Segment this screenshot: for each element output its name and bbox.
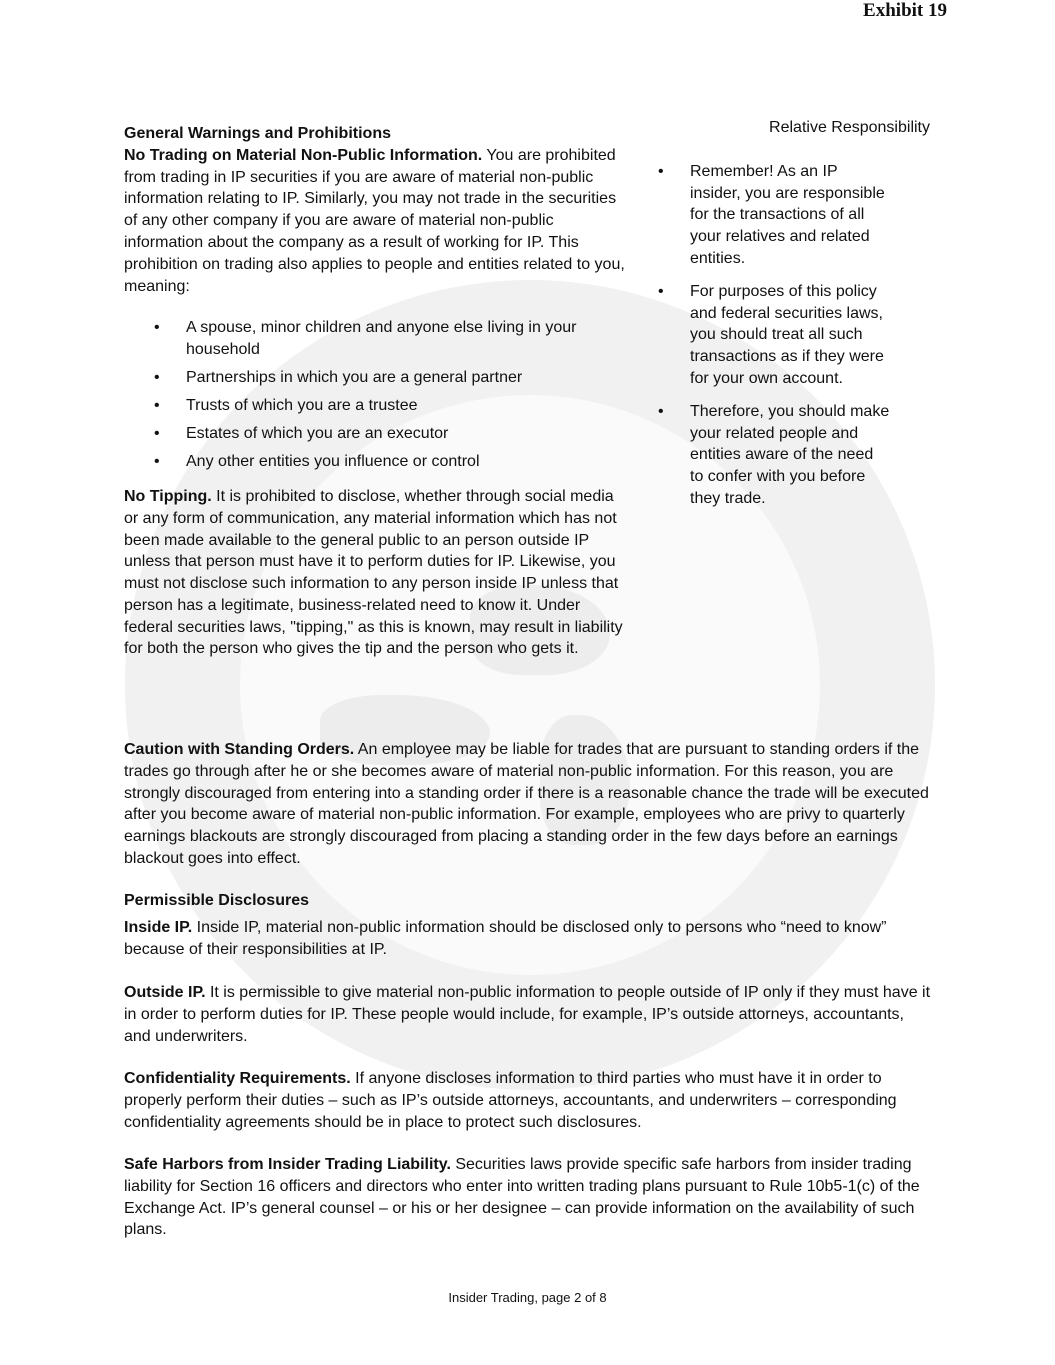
list-item: • Estates of which you are an executor <box>124 423 629 445</box>
section-heading: General Warnings and Prohibitions <box>124 125 391 142</box>
safe-harbors-paragraph <box>124 1154 934 1241</box>
caution-paragraph <box>124 739 934 870</box>
list-item: • A spouse, minor children and anyone else living in your household <box>124 317 629 361</box>
sidebar-heading: Relative Responsibility <box>769 119 930 136</box>
paragraph-title: Confidentiality Requirements. <box>124 1070 351 1087</box>
inside-ip-paragraph <box>124 917 934 961</box>
paragraph-title: Outside IP. <box>124 984 206 1001</box>
permissible-heading <box>124 890 934 912</box>
list-item: • Partnerships in which you are a general partner <box>124 367 629 389</box>
left-column <box>124 123 629 660</box>
paragraph-title: Inside IP. <box>124 919 193 936</box>
page-footer: Insider Trading, page 2 of 8 <box>448 1290 607 1305</box>
paragraph-title: Caution with Standing Orders. <box>124 741 355 758</box>
no-trading-paragraph <box>124 145 629 298</box>
paragraph-text: If anyone discloses information to third parties who must have it in order to properly perform their duties – such as IP’s outside attorneys, accountants, and underwriters – corresponding confidentiality agreements should be in place to protect such disclosures. <box>124 1070 897 1131</box>
related-entities-list <box>124 317 629 473</box>
list-item: • For purposes of this policy and federal securities laws, you should treat all such transactions as if they were for your own account. <box>658 281 890 390</box>
list-item: • Therefore, you should make your related people and entities aware of the need to confer with you before they trade. <box>658 401 890 510</box>
paragraph-title: No Trading on Material Non-Public Information. <box>124 146 483 164</box>
list-item: • Trusts of which you are a trustee <box>124 395 629 417</box>
section-heading: Permissible Disclosures <box>124 892 309 909</box>
no-tipping-paragraph <box>124 486 629 660</box>
outside-ip-paragraph <box>124 982 934 1047</box>
paragraph-text: Inside IP, material non-public information should be disclosed only to persons who “need to know” because of their responsibilities at IP. <box>124 919 887 958</box>
paragraph-text: It is permissible to give material non-public information to people outside of IP only if they must have it in order to perform duties for IP. These people would include, for example, IP’s outside attorneys, accountants, and underwriters. <box>124 984 931 1045</box>
exhibit-label: Exhibit 19 <box>863 0 947 21</box>
sidebar-relative-responsibility <box>658 117 930 521</box>
paragraph-text: It is prohibited to disclose, whether through social media or any form of communication, any material information which has not been made available to the general public to an person outside IP unless that person must have it to perform duties for IP. Likewise, you must not disclose such information to any person inside IP unless that person has a legitimate, business-related need to know it. Under federal securities laws, "tipping," as this is known, may result in liability for both the person who gives the tip and the person who gets it. <box>124 487 623 658</box>
list-item: • Remember! As an IP insider, you are responsible for the transactions of all your relatives and related entities. <box>658 161 890 270</box>
paragraph-text: An employee may be liable for trades that are pursuant to standing orders if the trades go through after he or she becomes aware of material non-public information. For this reason, you are strongly discouraged from entering into a standing order if there is a reasonable chance the trade will be executed after you become aware of material non-public information. For example, employees who are privy to quarterly earnings blackouts are strongly discouraged from placing a standing order in the few days before an earnings blackout goes into effect. <box>124 741 929 867</box>
paragraph-title: No Tipping. <box>124 487 212 505</box>
list-item: • Any other entities you influence or control <box>124 451 629 473</box>
paragraph-text: Securities laws provide specific safe harbors from insider trading liability for Section 16 officers and directors who enter into written trading plans pursuant to Rule 10b5-1(c) of the Exchange Act. IP’s general counsel – or his or her designee – can provide information on the availability of such plans. <box>124 1156 920 1239</box>
sidebar-list <box>658 161 930 510</box>
paragraph-text: You are prohibited from trading in IP securities if you are aware of material non-public information relating to IP. Similarly, you may not trade in the securities of any other company if you are aware of material non-public information about the company as a result of working for IP. This prohibition on trading also applies to people and entities related to you, meaning: <box>124 146 625 295</box>
confidentiality-paragraph <box>124 1068 934 1133</box>
paragraph-title: Safe Harbors from Insider Trading Liability. <box>124 1156 451 1173</box>
